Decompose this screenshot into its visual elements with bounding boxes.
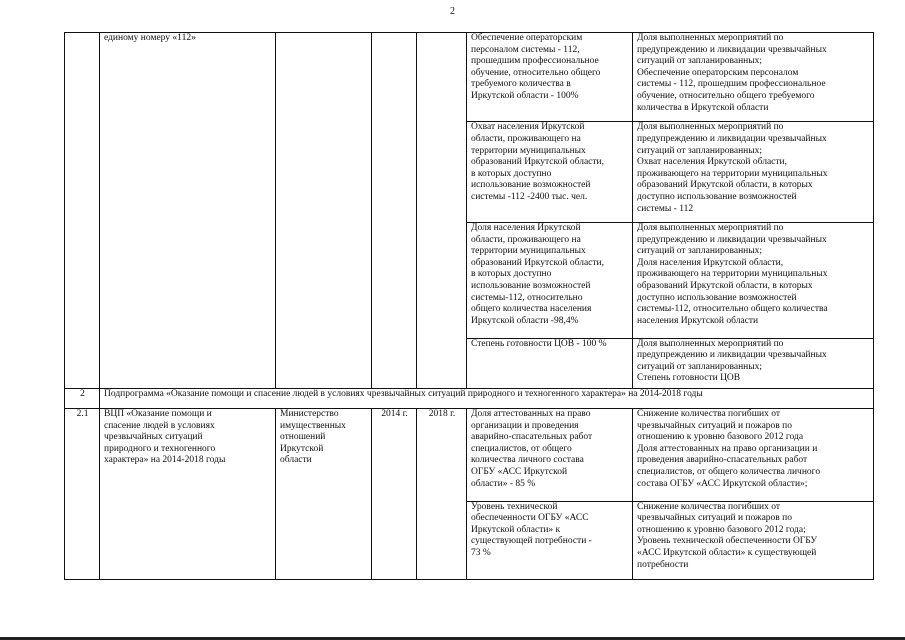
- program-name-cell: [100, 33, 276, 389]
- end-year-cell: [417, 33, 467, 389]
- result-cell: Снижение количества погибших от чрезвычайных ситуаций и пожаров по отношению к уровню базового 2012 года Доля аттестованных на право организации и проведения аварийно-спасательных работ специалистов, от общего количества личного состава ОГБУ «АСС Иркутской области»;: [633, 409, 874, 502]
- result-cell: Доля выполненных мероприятий по предупреждению и ликвидации чрезвычайных ситуаций от запланированных; Степень готовности ЦОВ: [633, 338, 874, 388]
- end-year-cell: 2018 г.: [417, 409, 467, 580]
- table-row: [65, 33, 874, 122]
- result-cell: Доля выполненных мероприятий по предупреждению и ликвидации чрезвычайных ситуаций от запланированных; Доля населения Иркутской области, проживающего на территории муниципальных образований Иркутской области, в которых доступно использование возможностей системы-112, относительно общего количества населения Иркутской области: [633, 223, 874, 339]
- indicator-cell: Степень готовности ЦОВ - 100 %: [467, 338, 633, 388]
- result-cell: Доля выполненных мероприятий по предупреждению и ликвидации чрезвычайных ситуаций от запланированных; Охват населения Иркутской области, проживающего на территории муниципальных образований Иркутской области, в которых доступно использование возможностей системы - 112: [633, 122, 874, 223]
- indicator-cell: Доля населения Иркутской области, проживающего на территории муниципальных образований Иркутской области, в которых доступно использование возможностей системы-112, относительно общего количества населения Иркутской области -98,4%: [467, 223, 633, 339]
- start-year-cell: [372, 33, 417, 389]
- subprogram-number: 2: [65, 388, 100, 408]
- executor-cell: [276, 33, 372, 389]
- row-number-cell: 2.1: [65, 409, 100, 580]
- program-name-cell: ВЦП «Оказание помощи и спасение людей в условиях чрезвычайных ситуаций природного и техногенного характера» на 2014-2018 годы: [100, 409, 276, 580]
- row-number-cell: [65, 33, 100, 389]
- indicator-cell: Доля аттестованных на право организации и проведения аварийно-спасательных работ специалистов, от общего количества личного состава ОГБУ «АСС Иркутской области» - 85 %: [467, 409, 633, 502]
- program-table: [64, 32, 874, 580]
- result-cell: Доля выполненных мероприятий по предупреждению и ликвидации чрезвычайных ситуаций от запланированных; Обеспечение операторским персоналом системы - 112, прошедшим профессиональное обучение, относительно общего требуемого количества в Иркутской области: [633, 33, 874, 122]
- indicator-cell: Обеспечение операторским персоналом системы - 112, прошедшим профессиональное обучение, относительно общего требуемого количества в Иркутской области - 100%: [467, 33, 633, 122]
- table-row: [65, 409, 874, 502]
- indicator-cell: Охват населения Иркутской области, проживающего на территории муниципальных образований Иркутской области, в которых доступно использование возможностей системы -112 -2400 тыс. чел.: [467, 122, 633, 223]
- subprogram-title: Подпрограмма «Оказание помощи и спасение людей в условиях чрезвычайных ситуаций природного и техногенного характера» на 2014-2018 годы: [100, 388, 874, 408]
- indicator-cell: Уровень технической обеспеченности ОГБУ «АСС Иркутской области» к существующей потребности - 73 %: [467, 501, 633, 579]
- page-number: 2: [450, 6, 455, 17]
- subprogram-row: [65, 388, 874, 408]
- result-cell: Снижение количества погибших от чрезвычайных ситуаций и пожаров по отношению к уровню базового 2012 года; Уровень технической обеспеченности ОГБУ «АСС Иркутской области» к существующей потребности: [633, 501, 874, 579]
- start-year-cell: 2014 г.: [372, 409, 417, 580]
- program-name-text: единому номеру «112»: [104, 33, 196, 43]
- executor-cell: Министерство имущественных отношений Иркутской области: [276, 409, 372, 580]
